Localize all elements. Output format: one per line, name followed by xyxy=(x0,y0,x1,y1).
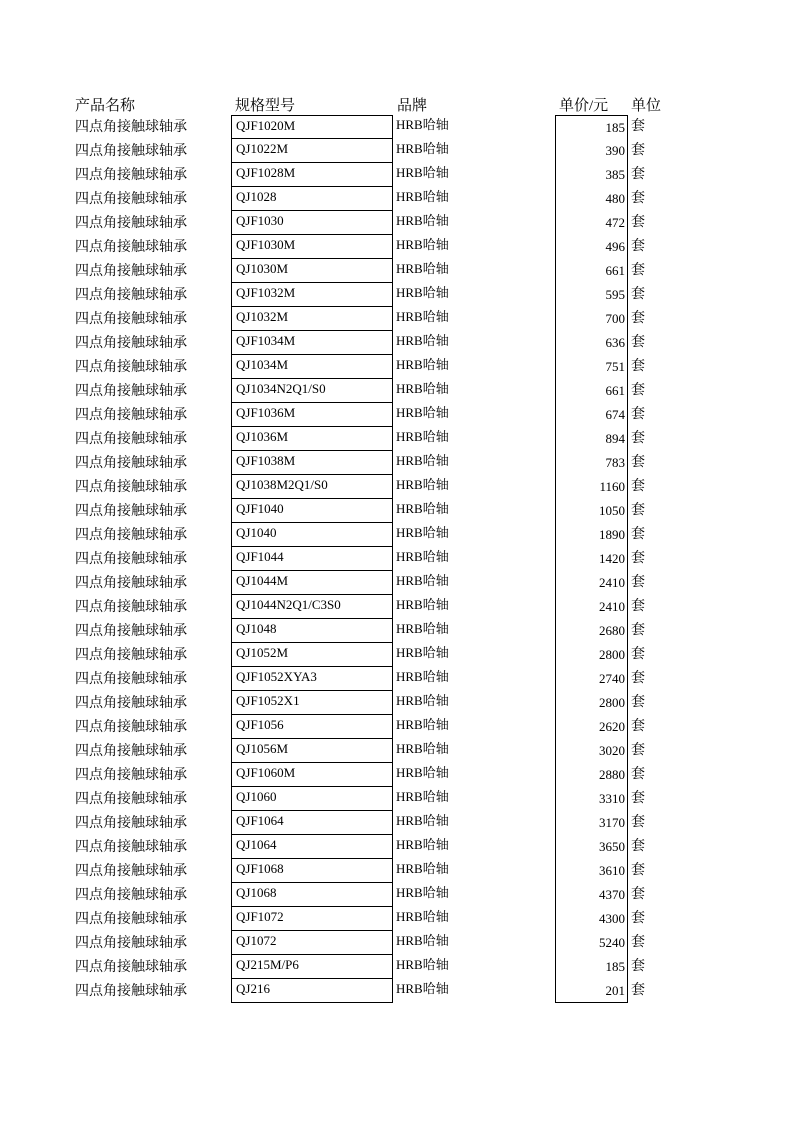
model-cell: QJF1036M xyxy=(231,403,393,427)
product-name-cell: 四点角接触球轴承 xyxy=(75,336,187,351)
brand-cell: HRB哈轴 xyxy=(396,765,449,780)
model-cell: QJF1032M xyxy=(231,283,393,307)
product-name-cell: 四点角接触球轴承 xyxy=(75,792,187,807)
table-row xyxy=(0,811,793,835)
unit-cell: 套 xyxy=(631,311,645,326)
product-name-cell: 四点角接触球轴承 xyxy=(75,888,187,903)
model-cell: QJ1044N2Q1/C3S0 xyxy=(231,595,393,619)
table-row xyxy=(0,979,793,1003)
model-cell: QJ1064 xyxy=(231,835,393,859)
unit-cell: 套 xyxy=(631,215,645,230)
unit-cell: 套 xyxy=(631,623,645,638)
product-name-cell: 四点角接触球轴承 xyxy=(75,168,187,183)
unit-price-cell: 1890 xyxy=(555,523,628,547)
brand-cell: HRB哈轴 xyxy=(396,621,449,636)
model-cell: QJ1032M xyxy=(231,307,393,331)
product-name-cell: 四点角接触球轴承 xyxy=(75,528,187,543)
unit-price-cell: 1160 xyxy=(555,475,628,499)
unit-cell: 套 xyxy=(631,263,645,278)
brand-cell: HRB哈轴 xyxy=(396,429,449,444)
brand-cell: HRB哈轴 xyxy=(396,261,449,276)
model-cell: QJ1068 xyxy=(231,883,393,907)
model-cell: QJ1048 xyxy=(231,619,393,643)
brand-cell: HRB哈轴 xyxy=(396,525,449,540)
unit-cell: 套 xyxy=(631,791,645,806)
unit-cell: 套 xyxy=(631,863,645,878)
product-name-cell: 四点角接触球轴承 xyxy=(75,912,187,927)
product-name-cell: 四点角接触球轴承 xyxy=(75,744,187,759)
product-name-cell: 四点角接触球轴承 xyxy=(75,264,187,279)
product-name-cell: 四点角接触球轴承 xyxy=(75,600,187,615)
product-name-cell: 四点角接触球轴承 xyxy=(75,936,187,951)
model-cell: QJ1044M xyxy=(231,571,393,595)
table-row xyxy=(0,451,793,475)
unit-cell: 套 xyxy=(631,431,645,446)
unit-cell: 套 xyxy=(631,527,645,542)
brand-cell: HRB哈轴 xyxy=(396,669,449,684)
product-name-cell: 四点角接触球轴承 xyxy=(75,696,187,711)
model-cell: QJ1034N2Q1/S0 xyxy=(231,379,393,403)
unit-price-cell: 2410 xyxy=(555,571,628,595)
unit-price-cell: 2800 xyxy=(555,643,628,667)
product-name-cell: 四点角接触球轴承 xyxy=(75,312,187,327)
brand-cell: HRB哈轴 xyxy=(396,381,449,396)
model-cell: QJF1068 xyxy=(231,859,393,883)
model-cell: QJ215M/P6 xyxy=(231,955,393,979)
unit-cell: 套 xyxy=(631,143,645,158)
product-name-cell: 四点角接触球轴承 xyxy=(75,864,187,879)
unit-cell: 套 xyxy=(631,647,645,662)
unit-price-cell: 2880 xyxy=(555,763,628,787)
model-cell: QJF1072 xyxy=(231,907,393,931)
product-name-cell: 四点角接触球轴承 xyxy=(75,552,187,567)
unit-cell: 套 xyxy=(631,575,645,590)
model-cell: QJF1040 xyxy=(231,499,393,523)
product-name-cell: 四点角接触球轴承 xyxy=(75,432,187,447)
product-name-cell: 四点角接触球轴承 xyxy=(75,288,187,303)
model-cell: QJ1028 xyxy=(231,187,393,211)
unit-cell: 套 xyxy=(631,119,645,134)
table-row xyxy=(0,523,793,547)
table-row xyxy=(0,139,793,163)
unit-price-cell: 751 xyxy=(555,355,628,379)
unit-cell: 套 xyxy=(631,599,645,614)
product-name-cell: 四点角接触球轴承 xyxy=(75,648,187,663)
product-name-cell: 四点角接触球轴承 xyxy=(75,840,187,855)
unit-cell: 套 xyxy=(631,887,645,902)
header-unit: 单位 xyxy=(631,98,662,114)
unit-price-cell: 472 xyxy=(555,211,628,235)
brand-cell: HRB哈轴 xyxy=(396,981,449,996)
unit-cell: 套 xyxy=(631,191,645,206)
table-row xyxy=(0,859,793,883)
brand-cell: HRB哈轴 xyxy=(396,501,449,516)
table-row xyxy=(0,883,793,907)
brand-cell: HRB哈轴 xyxy=(396,909,449,924)
unit-price-cell: 783 xyxy=(555,451,628,475)
table-row xyxy=(0,763,793,787)
product-name-cell: 四点角接触球轴承 xyxy=(75,144,187,159)
brand-cell: HRB哈轴 xyxy=(396,717,449,732)
product-name-cell: 四点角接触球轴承 xyxy=(75,576,187,591)
brand-cell: HRB哈轴 xyxy=(396,309,449,324)
unit-price-cell: 3610 xyxy=(555,859,628,883)
model-cell: QJ1030M xyxy=(231,259,393,283)
unit-price-cell: 3310 xyxy=(555,787,628,811)
unit-price-cell: 636 xyxy=(555,331,628,355)
table-row xyxy=(0,259,793,283)
table-row xyxy=(0,739,793,763)
model-cell: QJF1028M xyxy=(231,163,393,187)
brand-cell: HRB哈轴 xyxy=(396,549,449,564)
table-row xyxy=(0,955,793,979)
model-cell: QJ1060 xyxy=(231,787,393,811)
table-row xyxy=(0,667,793,691)
table-row xyxy=(0,931,793,955)
table-row xyxy=(0,235,793,259)
unit-cell: 套 xyxy=(631,503,645,518)
brand-cell: HRB哈轴 xyxy=(396,813,449,828)
model-cell: QJF1030 xyxy=(231,211,393,235)
unit-cell: 套 xyxy=(631,551,645,566)
unit-cell: 套 xyxy=(631,239,645,254)
table-row xyxy=(0,211,793,235)
unit-price-cell: 1420 xyxy=(555,547,628,571)
unit-price-cell: 480 xyxy=(555,187,628,211)
brand-cell: HRB哈轴 xyxy=(396,285,449,300)
unit-price-cell: 185 xyxy=(555,955,628,979)
product-name-cell: 四点角接触球轴承 xyxy=(75,816,187,831)
header-model: 规格型号 xyxy=(235,98,296,114)
product-name-cell: 四点角接触球轴承 xyxy=(75,672,187,687)
unit-price-cell: 2680 xyxy=(555,619,628,643)
table-row xyxy=(0,307,793,331)
table-row xyxy=(0,595,793,619)
unit-price-cell: 201 xyxy=(555,979,628,1003)
product-name-cell: 四点角接触球轴承 xyxy=(75,624,187,639)
unit-cell: 套 xyxy=(631,335,645,350)
table-row xyxy=(0,379,793,403)
brand-cell: HRB哈轴 xyxy=(396,357,449,372)
unit-cell: 套 xyxy=(631,407,645,422)
product-name-cell: 四点角接触球轴承 xyxy=(75,216,187,231)
product-name-cell: 四点角接触球轴承 xyxy=(75,984,187,999)
table-row xyxy=(0,619,793,643)
table-row xyxy=(0,475,793,499)
brand-cell: HRB哈轴 xyxy=(396,117,449,132)
unit-cell: 套 xyxy=(631,935,645,950)
unit-price-cell: 661 xyxy=(555,379,628,403)
table-row xyxy=(0,283,793,307)
unit-price-cell: 674 xyxy=(555,403,628,427)
unit-price-cell: 2740 xyxy=(555,667,628,691)
unit-price-cell: 390 xyxy=(555,139,628,163)
model-cell: QJF1038M xyxy=(231,451,393,475)
unit-cell: 套 xyxy=(631,167,645,182)
model-cell: QJ1056M xyxy=(231,739,393,763)
unit-price-cell: 385 xyxy=(555,163,628,187)
model-cell: QJF1052X1 xyxy=(231,691,393,715)
model-cell: QJF1044 xyxy=(231,547,393,571)
model-cell: QJF1034M xyxy=(231,331,393,355)
table-row xyxy=(0,571,793,595)
product-name-cell: 四点角接触球轴承 xyxy=(75,384,187,399)
table-row xyxy=(0,715,793,739)
brand-cell: HRB哈轴 xyxy=(396,165,449,180)
unit-price-cell: 496 xyxy=(555,235,628,259)
table-row xyxy=(0,787,793,811)
unit-cell: 套 xyxy=(631,815,645,830)
brand-cell: HRB哈轴 xyxy=(396,597,449,612)
brand-cell: HRB哈轴 xyxy=(396,861,449,876)
unit-cell: 套 xyxy=(631,383,645,398)
unit-cell: 套 xyxy=(631,671,645,686)
brand-cell: HRB哈轴 xyxy=(396,477,449,492)
unit-price-cell: 3650 xyxy=(555,835,628,859)
model-cell: QJF1056 xyxy=(231,715,393,739)
model-cell: QJ1034M xyxy=(231,355,393,379)
header-unit-price: 单价/元 xyxy=(559,98,609,114)
brand-cell: HRB哈轴 xyxy=(396,885,449,900)
model-cell: QJ1022M xyxy=(231,139,393,163)
product-name-cell: 四点角接触球轴承 xyxy=(75,768,187,783)
brand-cell: HRB哈轴 xyxy=(396,573,449,588)
unit-cell: 套 xyxy=(631,959,645,974)
table-row xyxy=(0,187,793,211)
brand-cell: HRB哈轴 xyxy=(396,693,449,708)
unit-cell: 套 xyxy=(631,287,645,302)
unit-price-cell: 185 xyxy=(555,115,628,139)
brand-cell: HRB哈轴 xyxy=(396,645,449,660)
model-cell: QJF1030M xyxy=(231,235,393,259)
brand-cell: HRB哈轴 xyxy=(396,213,449,228)
unit-price-cell: 3170 xyxy=(555,811,628,835)
unit-price-cell: 894 xyxy=(555,427,628,451)
header-brand: 品牌 xyxy=(397,98,428,114)
model-cell: QJF1052XYA3 xyxy=(231,667,393,691)
brand-cell: HRB哈轴 xyxy=(396,237,449,252)
product-name-cell: 四点角接触球轴承 xyxy=(75,240,187,255)
table-row xyxy=(0,427,793,451)
brand-cell: HRB哈轴 xyxy=(396,957,449,972)
table-row xyxy=(0,331,793,355)
model-cell: QJ1072 xyxy=(231,931,393,955)
brand-cell: HRB哈轴 xyxy=(396,837,449,852)
unit-cell: 套 xyxy=(631,695,645,710)
unit-cell: 套 xyxy=(631,479,645,494)
table-body xyxy=(0,115,793,1003)
unit-cell: 套 xyxy=(631,743,645,758)
unit-price-cell: 5240 xyxy=(555,931,628,955)
table-row xyxy=(0,163,793,187)
product-name-cell: 四点角接触球轴承 xyxy=(75,720,187,735)
table-row xyxy=(0,835,793,859)
product-name-cell: 四点角接触球轴承 xyxy=(75,480,187,495)
unit-price-cell: 1050 xyxy=(555,499,628,523)
brand-cell: HRB哈轴 xyxy=(396,141,449,156)
product-name-cell: 四点角接触球轴承 xyxy=(75,408,187,423)
header-product-name: 产品名称 xyxy=(75,98,136,114)
model-cell: QJ1040 xyxy=(231,523,393,547)
model-cell: QJF1020M xyxy=(231,115,393,139)
unit-price-cell: 2620 xyxy=(555,715,628,739)
table-row xyxy=(0,115,793,139)
unit-price-cell: 700 xyxy=(555,307,628,331)
unit-price-cell: 3020 xyxy=(555,739,628,763)
product-name-cell: 四点角接触球轴承 xyxy=(75,192,187,207)
unit-price-cell: 2410 xyxy=(555,595,628,619)
table-row xyxy=(0,355,793,379)
table-row xyxy=(0,907,793,931)
unit-price-cell: 661 xyxy=(555,259,628,283)
unit-cell: 套 xyxy=(631,359,645,374)
unit-cell: 套 xyxy=(631,839,645,854)
product-name-cell: 四点角接触球轴承 xyxy=(75,120,187,135)
model-cell: QJF1060M xyxy=(231,763,393,787)
model-cell: QJ216 xyxy=(231,979,393,1003)
unit-price-cell: 4300 xyxy=(555,907,628,931)
brand-cell: HRB哈轴 xyxy=(396,741,449,756)
brand-cell: HRB哈轴 xyxy=(396,333,449,348)
unit-cell: 套 xyxy=(631,719,645,734)
product-name-cell: 四点角接触球轴承 xyxy=(75,456,187,471)
model-cell: QJ1038M2Q1/S0 xyxy=(231,475,393,499)
model-cell: QJ1052M xyxy=(231,643,393,667)
brand-cell: HRB哈轴 xyxy=(396,933,449,948)
model-cell: QJ1036M xyxy=(231,427,393,451)
unit-price-cell: 4370 xyxy=(555,883,628,907)
product-name-cell: 四点角接触球轴承 xyxy=(75,960,187,975)
model-cell: QJF1064 xyxy=(231,811,393,835)
table-row xyxy=(0,691,793,715)
product-name-cell: 四点角接触球轴承 xyxy=(75,360,187,375)
brand-cell: HRB哈轴 xyxy=(396,405,449,420)
table-row xyxy=(0,403,793,427)
brand-cell: HRB哈轴 xyxy=(396,453,449,468)
unit-price-cell: 2800 xyxy=(555,691,628,715)
unit-price-cell: 595 xyxy=(555,283,628,307)
brand-cell: HRB哈轴 xyxy=(396,789,449,804)
unit-cell: 套 xyxy=(631,911,645,926)
table-row xyxy=(0,547,793,571)
brand-cell: HRB哈轴 xyxy=(396,189,449,204)
unit-cell: 套 xyxy=(631,983,645,998)
table-row xyxy=(0,643,793,667)
unit-cell: 套 xyxy=(631,767,645,782)
table-row xyxy=(0,499,793,523)
product-name-cell: 四点角接触球轴承 xyxy=(75,504,187,519)
unit-cell: 套 xyxy=(631,455,645,470)
